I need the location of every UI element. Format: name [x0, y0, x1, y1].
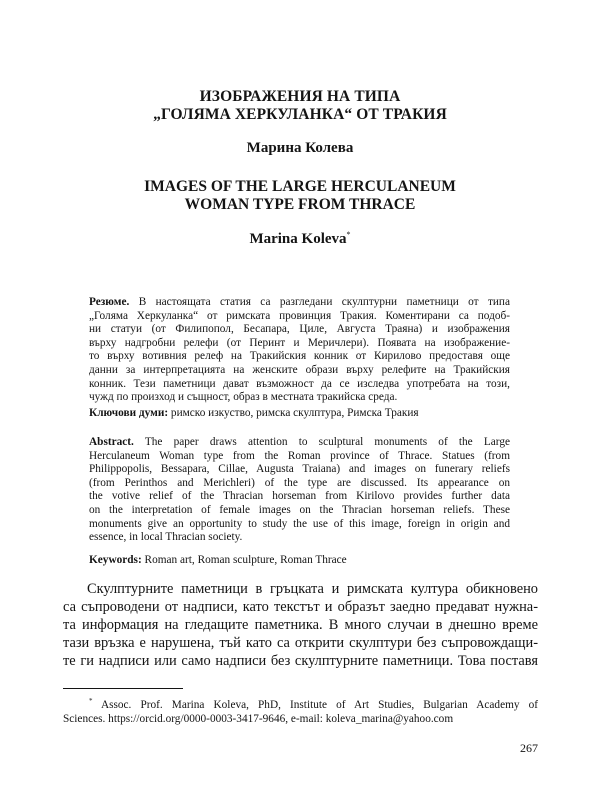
keywords-bulgarian-label: Ключови думи:	[89, 407, 169, 419]
keywords-bulgarian-text: римско изкуство, римска скулптура, Римска Тракия	[168, 407, 419, 419]
body-line: тази връзка е нарушена, тъй като са открити скулптури без съпровождащи-	[63, 635, 538, 651]
abstract-english-line: essence, in local Thracian society.	[89, 531, 243, 544]
abstract-bulgarian-line: конник. Тези паметници дават възможност да се изследва употребата на този,	[89, 377, 510, 390]
page-number: 267	[520, 741, 538, 755]
body-paragraph	[63, 580, 538, 670]
footnote-line[interactable]: Sciences. https://orcid.org/0000-0003-3417-9646, e-mail: koleva_marina@yahoo.com	[63, 713, 454, 726]
author-english-name: Marina Koleva	[249, 231, 347, 247]
title-english-line-1: IMAGES OF THE LARGE HERCULANEUM	[144, 178, 456, 195]
abstract-english-line: the votive relief of the Thracian horseman from Kirilovo provides further data	[89, 490, 510, 503]
abstract-english-line: Abstract. The paper draws attention to sculptural monuments of the Large	[89, 436, 510, 448]
body-line: те ги надписи или само надписи без скулптурните паметници. Това поставя	[63, 653, 538, 669]
abstract-bulgarian-line: данни за интерпретацията на женските образи върху релефите на Тракийския	[89, 363, 510, 376]
abstract-bulgarian-line: чужд по произход и същност, образ в местната тракийска среда.	[89, 391, 398, 404]
keywords-bulgarian	[89, 407, 510, 421]
abstract-english-label: Abstract.	[89, 436, 134, 448]
title-bulgarian-line-2: „ГОЛЯМА ХЕРКУЛАНКА“ ОТ ТРАКИЯ	[153, 106, 447, 123]
abstract-english	[89, 436, 510, 545]
author-bulgarian: Марина Колева	[246, 140, 354, 156]
author-english	[60, 230, 540, 248]
abstract-bulgarian-label: Резюме.	[89, 296, 130, 308]
abstract-bulgarian-line: то върху вотивния релеф на Тракийския конник от Кирилово предоставя още	[89, 350, 510, 363]
title-english	[60, 178, 540, 214]
footnote-divider	[63, 688, 183, 689]
title-bulgarian-line-1: ИЗОБРАЖЕНИЯ НА ТИПА	[199, 88, 401, 105]
abstract-bulgarian-line: Резюме. В настоящата статия са разгледани скулптурни паметници от типа	[89, 296, 510, 308]
body-line: та информация на гледащите паметника. В много случаи в днешно време	[63, 617, 538, 633]
keywords-english	[89, 554, 510, 568]
abstract-bulgarian-line: ни статуи (от Филипопол, Бесапара, Циле, Августа Траяна) и изображения	[89, 323, 510, 336]
abstract-english-line: Herculaneum Woman type from the Roman province of Thrace. Statues (from	[89, 449, 510, 462]
abstract-english-line: monuments give an opportunity to study the use of this image, foreign in origin and	[89, 517, 510, 530]
keywords-english-text: Roman art, Roman sculpture, Roman Thrace	[141, 554, 347, 566]
footnote-line: * Assoc. Prof. Marina Koleva, PhD, Institute of Art Studies, Bulgarian Academy of	[89, 697, 538, 711]
footnote-mark: *	[89, 697, 93, 705]
abstract-english-line: (from Perinthos and Merichleri) of the type are discussed. Its appearance on	[89, 476, 510, 489]
title-english-line-2: WOMAN TYPE FROM THRACE	[184, 196, 416, 213]
body-line: са съпроводени от надписи, като текстът и образът заедно предават нужна-	[63, 599, 538, 615]
abstract-bulgarian-line: върху надгробни релефи (от Перинт и Меричлери). Появата на изображение-	[89, 336, 510, 349]
body-line: Скулптурните паметници в гръцката и римската култура обикновено	[87, 581, 538, 597]
footnote	[63, 694, 538, 727]
abstract-bulgarian	[89, 296, 510, 405]
keywords-english-label: Keywords:	[89, 554, 142, 566]
abstract-english-line: on the interpretation of female images on the Thracian horseman reliefs. These	[89, 503, 510, 516]
abstract-bulgarian-line: „Голяма Херкуланка“ от римската провинция Тракия. Коментирани са подоб-	[89, 309, 510, 322]
abstract-english-line: Philippopolis, Bessapara, Cillae, Augusta Traiana) and images on funerary reliefs	[89, 463, 510, 476]
author-footnote-mark[interactable]: *	[346, 230, 351, 239]
title-bulgarian	[60, 88, 540, 124]
